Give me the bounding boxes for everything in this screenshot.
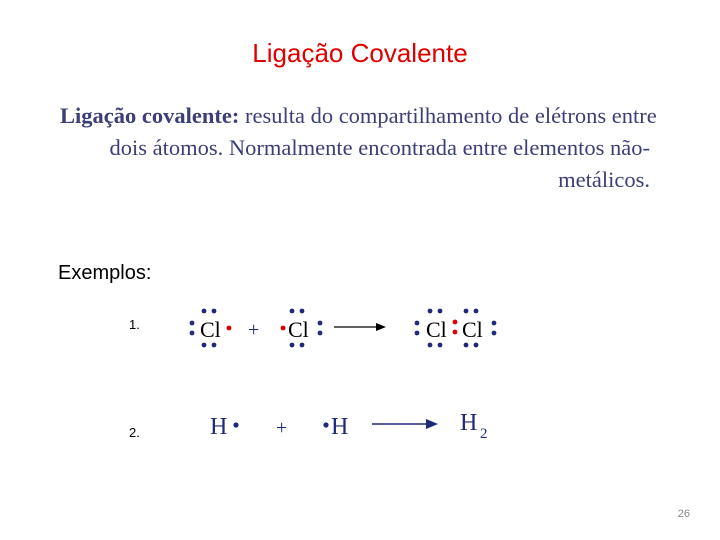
- eq2-plus: +: [276, 417, 288, 439]
- equation-2: [210, 410, 488, 442]
- definition-line-3: metálicos.: [558, 167, 650, 192]
- eq2-reactant-1: H: [210, 414, 228, 440]
- eq1-reactant-1: Cl: [200, 317, 221, 342]
- eq2-reactant-2: H: [331, 414, 349, 440]
- eq1-shared-pair: [453, 320, 458, 335]
- eq2-product: H: [460, 410, 478, 436]
- example-1-number: 1.: [129, 317, 140, 332]
- definition-line-1-rest: resulta do compartilhamento de elétrons entre: [239, 103, 657, 128]
- slide-title: Ligação Covalente: [252, 38, 468, 68]
- eq2-reactant-1-electron: [233, 422, 238, 427]
- eq2-product-subscript: 2: [480, 426, 488, 442]
- eq1-plus: +: [248, 319, 260, 341]
- eq1-reactant-2: Cl: [288, 317, 309, 342]
- eq1-product-right: Cl: [462, 317, 483, 342]
- page-number: 26: [677, 508, 690, 520]
- example-2-number: 2.: [129, 425, 140, 440]
- examples-label: Exemplos:: [58, 262, 152, 284]
- eq1-reactant-1-unpaired-electron: [227, 326, 232, 331]
- definition-term: Ligação covalente:: [60, 103, 240, 128]
- eq1-arrow: [334, 323, 386, 331]
- equation-1: [190, 309, 497, 348]
- eq1-product-left: Cl: [426, 317, 447, 342]
- eq2-arrow: [372, 419, 438, 429]
- eq2-reactant-2-electron: [323, 422, 328, 427]
- definition-line-2: dois átomos. Normalmente encontrada entre elementos não-: [109, 135, 650, 160]
- eq1-reactant-2-unpaired-electron: [281, 326, 286, 331]
